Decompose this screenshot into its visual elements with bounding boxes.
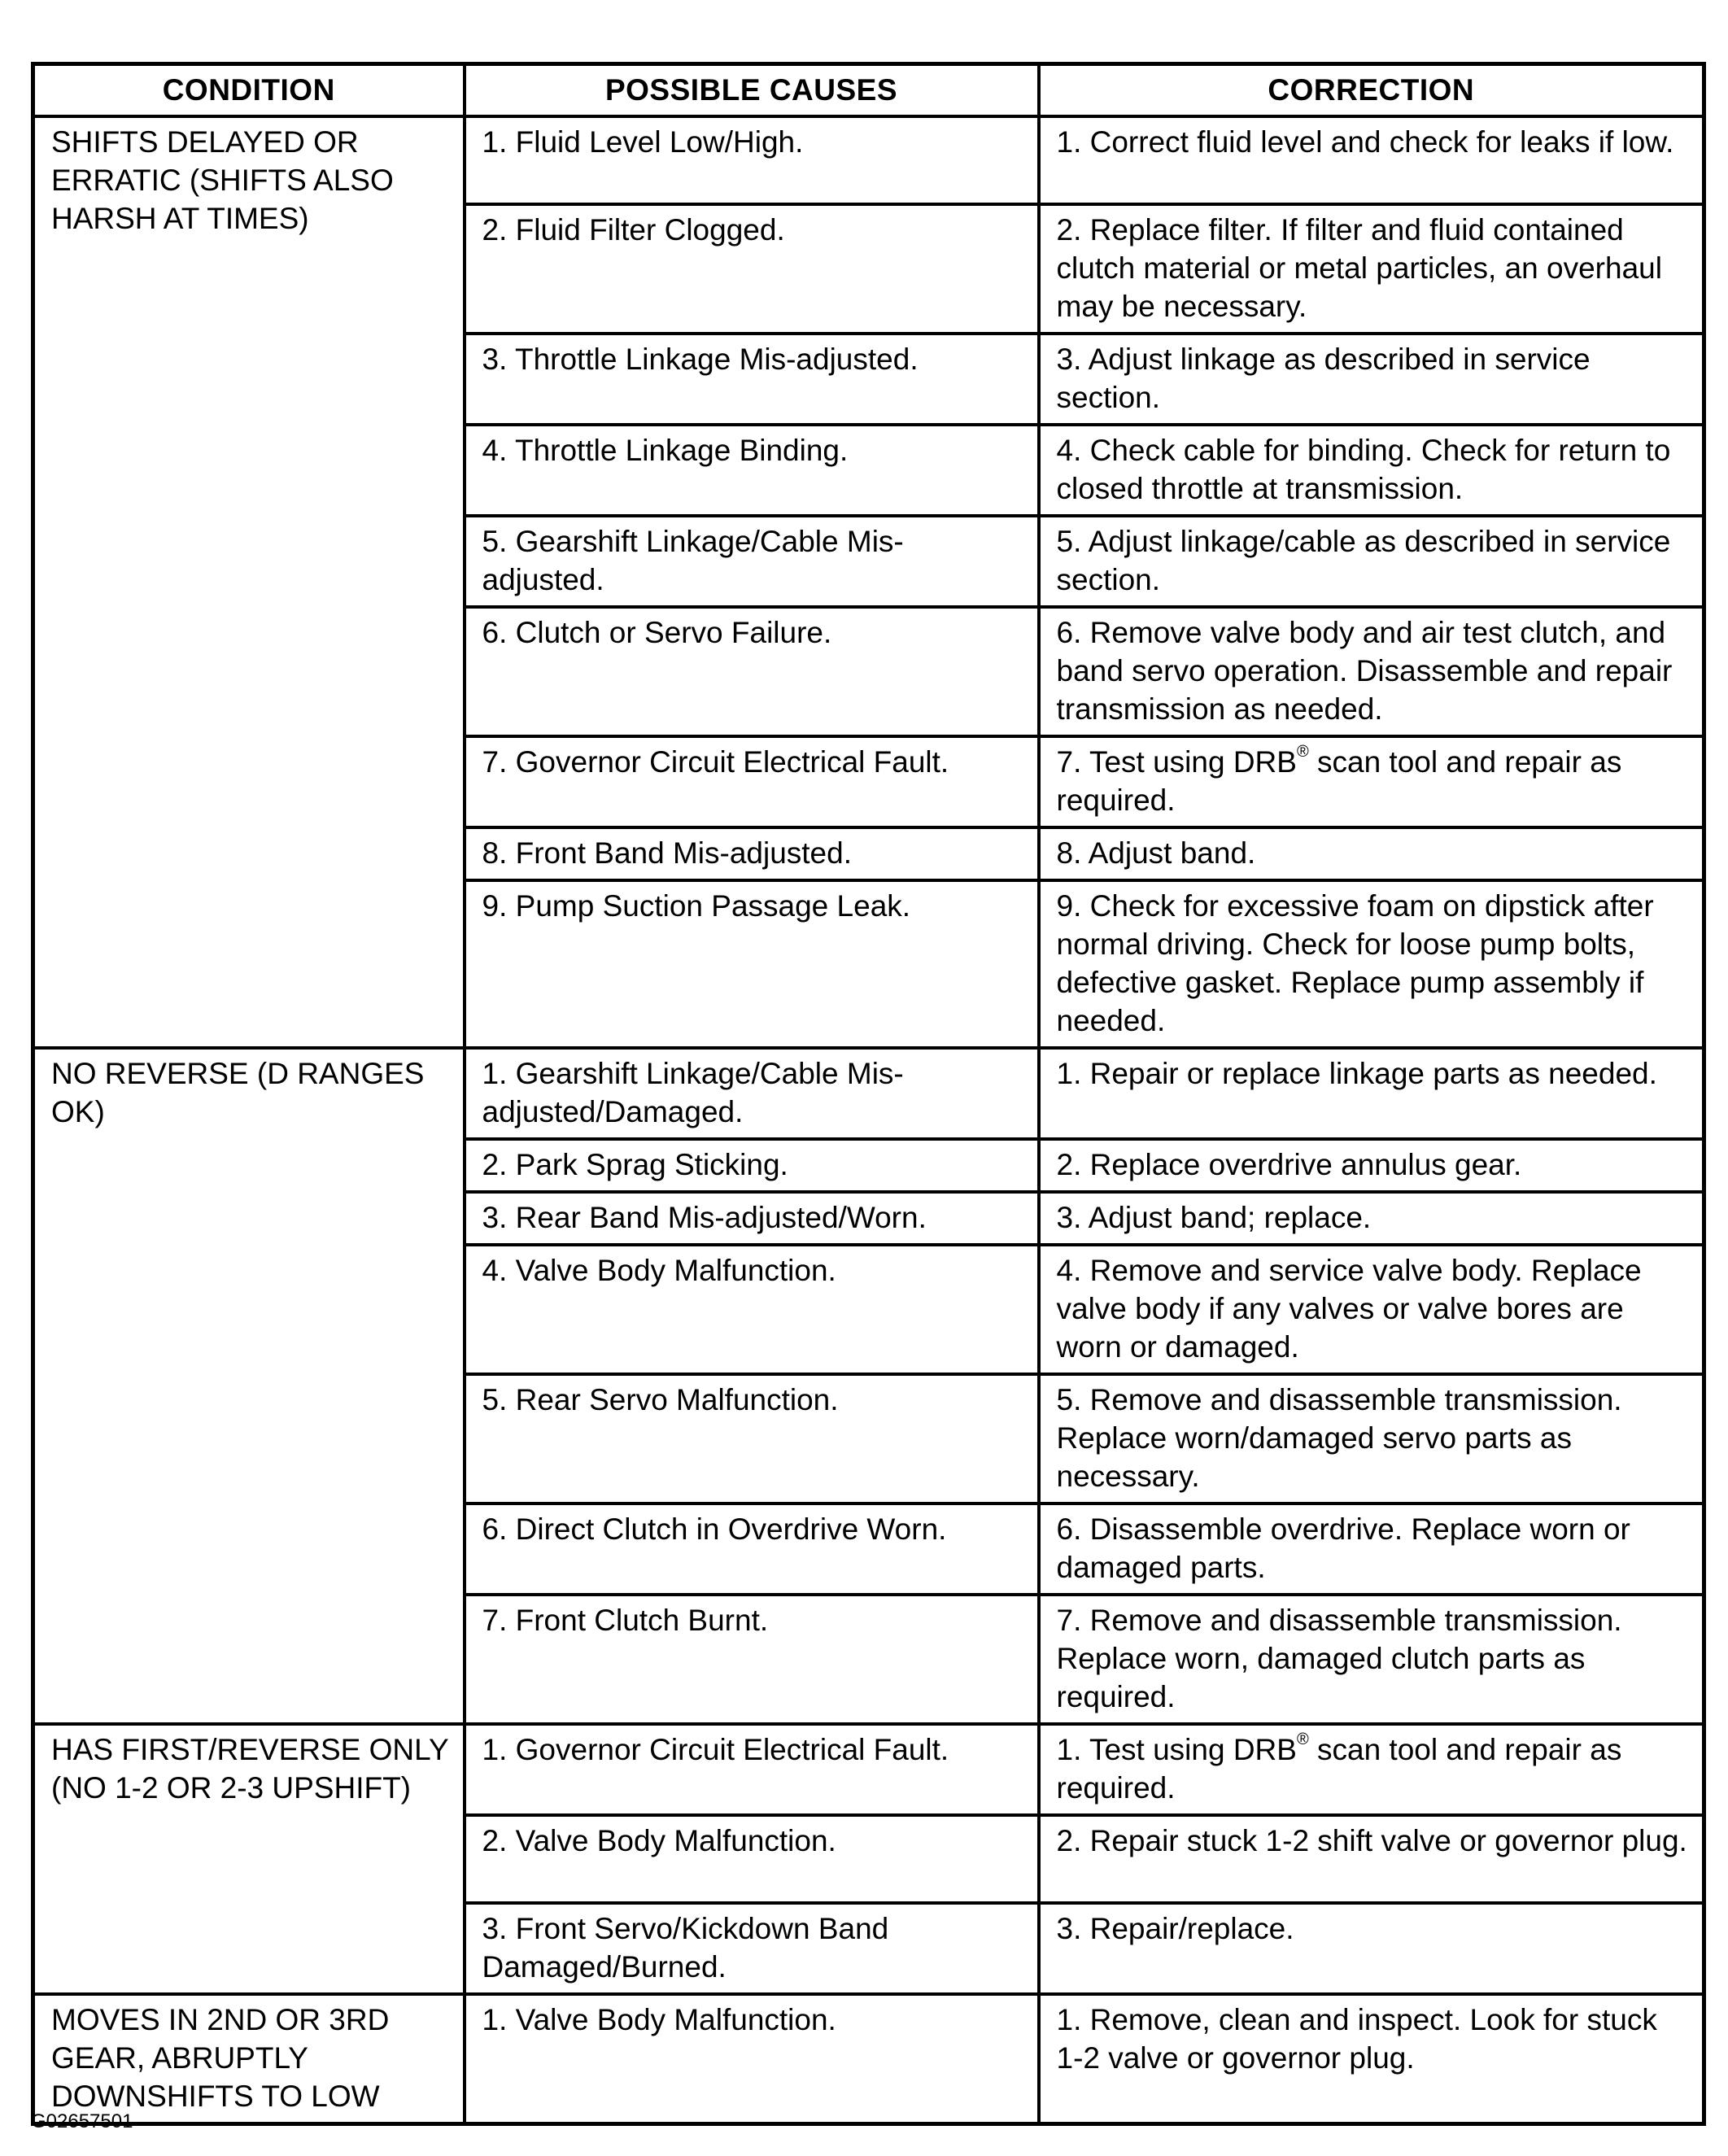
condition-cell: NO REVERSE (D RANGES OK) bbox=[33, 1048, 465, 1724]
correction-cell: 2. Repair stuck 1-2 shift valve or governor plug. bbox=[1039, 1815, 1704, 1903]
table-body bbox=[33, 116, 1704, 2124]
figure-id: G02657501 bbox=[31, 2110, 133, 2132]
registered-mark: ® bbox=[1296, 1730, 1309, 1748]
condition-cell: HAS FIRST/REVERSE ONLY (NO 1-2 OR 2-3 UPSHIFT) bbox=[33, 1724, 465, 1994]
condition-cell: SHIFTS DELAYED OR ERRATIC (SHIFTS ALSO HARSH AT TIMES) bbox=[33, 116, 465, 1048]
correction-cell: 1. Correct fluid level and check for leaks if low. bbox=[1039, 116, 1704, 204]
table-row bbox=[33, 1724, 1704, 1815]
header-possible-causes: POSSIBLE CAUSES bbox=[465, 64, 1039, 117]
correction-cell: 3. Repair/replace. bbox=[1039, 1903, 1704, 1994]
cause-cell: 5. Gearshift Linkage/Cable Mis-adjusted. bbox=[465, 516, 1039, 607]
cause-cell: 8. Front Band Mis-adjusted. bbox=[465, 827, 1039, 880]
table-row bbox=[33, 116, 1704, 204]
correction-cell: 3. Adjust band; replace. bbox=[1039, 1192, 1704, 1245]
correction-cell: 1. Repair or replace linkage parts as needed. bbox=[1039, 1048, 1704, 1139]
cause-cell: 2. Valve Body Malfunction. bbox=[465, 1815, 1039, 1903]
header-condition: CONDITION bbox=[33, 64, 465, 117]
diagnosis-chart bbox=[31, 62, 1702, 2126]
cause-cell: 7. Governor Circuit Electrical Fault. bbox=[465, 736, 1039, 827]
cause-cell: 6. Direct Clutch in Overdrive Worn. bbox=[465, 1504, 1039, 1595]
diagnosis-table bbox=[31, 62, 1706, 2126]
correction-cell: 2. Replace overdrive annulus gear. bbox=[1039, 1139, 1704, 1192]
cause-cell: 2. Park Sprag Sticking. bbox=[465, 1139, 1039, 1192]
header-correction: CORRECTION bbox=[1039, 64, 1704, 117]
cause-cell: 2. Fluid Filter Clogged. bbox=[465, 204, 1039, 334]
cause-cell: 1. Fluid Level Low/High. bbox=[465, 116, 1039, 204]
cause-cell: 1. Gearshift Linkage/Cable Mis-adjusted/Damaged. bbox=[465, 1048, 1039, 1139]
cause-cell: 5. Rear Servo Malfunction. bbox=[465, 1374, 1039, 1504]
header-row bbox=[33, 64, 1704, 117]
correction-cell: 6. Remove valve body and air test clutch, and band servo operation. Disassemble and repair transmission as needed. bbox=[1039, 607, 1704, 736]
cause-cell: 6. Clutch or Servo Failure. bbox=[465, 607, 1039, 736]
correction-cell: 5. Remove and disassemble transmission. Replace worn/damaged servo parts as necessary. bbox=[1039, 1374, 1704, 1504]
correction-cell: 5. Adjust linkage/cable as described in service section. bbox=[1039, 516, 1704, 607]
cause-cell: 4. Throttle Linkage Binding. bbox=[465, 425, 1039, 516]
correction-cell: 6. Disassemble overdrive. Replace worn or damaged parts. bbox=[1039, 1504, 1704, 1595]
cause-cell: 3. Throttle Linkage Mis-adjusted. bbox=[465, 334, 1039, 425]
cause-cell: 3. Front Servo/Kickdown Band Damaged/Burned. bbox=[465, 1903, 1039, 1994]
correction-cell: 7. Test using DRB® scan tool and repair as required. bbox=[1039, 736, 1704, 827]
cause-cell: 4. Valve Body Malfunction. bbox=[465, 1245, 1039, 1374]
registered-mark: ® bbox=[1296, 742, 1309, 761]
correction-cell: 2. Replace filter. If filter and fluid contained clutch material or metal particles, an overhaul may be necessary. bbox=[1039, 204, 1704, 334]
correction-cell: 9. Check for excessive foam on dipstick after normal driving. Check for loose pump bolts, defective gasket. Replace pump assembly if needed. bbox=[1039, 880, 1704, 1048]
cause-cell: 7. Front Clutch Burnt. bbox=[465, 1595, 1039, 1724]
cause-cell: 1. Governor Circuit Electrical Fault. bbox=[465, 1724, 1039, 1815]
cause-cell: 3. Rear Band Mis-adjusted/Worn. bbox=[465, 1192, 1039, 1245]
cause-cell: 1. Valve Body Malfunction. bbox=[465, 1994, 1039, 2124]
correction-cell: 1. Remove, clean and inspect. Look for stuck 1-2 valve or governor plug. bbox=[1039, 1994, 1704, 2124]
cause-cell: 9. Pump Suction Passage Leak. bbox=[465, 880, 1039, 1048]
correction-cell: 1. Test using DRB® scan tool and repair as required. bbox=[1039, 1724, 1704, 1815]
correction-cell: 4. Check cable for binding. Check for return to closed throttle at transmission. bbox=[1039, 425, 1704, 516]
correction-cell: 7. Remove and disassemble transmission. Replace worn, damaged clutch parts as required. bbox=[1039, 1595, 1704, 1724]
table-row bbox=[33, 1048, 1704, 1139]
condition-cell: MOVES IN 2ND OR 3RD GEAR, ABRUPTLY DOWNSHIFTS TO LOW bbox=[33, 1994, 465, 2124]
correction-cell: 3. Adjust linkage as described in service section. bbox=[1039, 334, 1704, 425]
correction-cell: 4. Remove and service valve body. Replace valve body if any valves or valve bores are worn or damaged. bbox=[1039, 1245, 1704, 1374]
correction-cell: 8. Adjust band. bbox=[1039, 827, 1704, 880]
table-row bbox=[33, 1994, 1704, 2124]
